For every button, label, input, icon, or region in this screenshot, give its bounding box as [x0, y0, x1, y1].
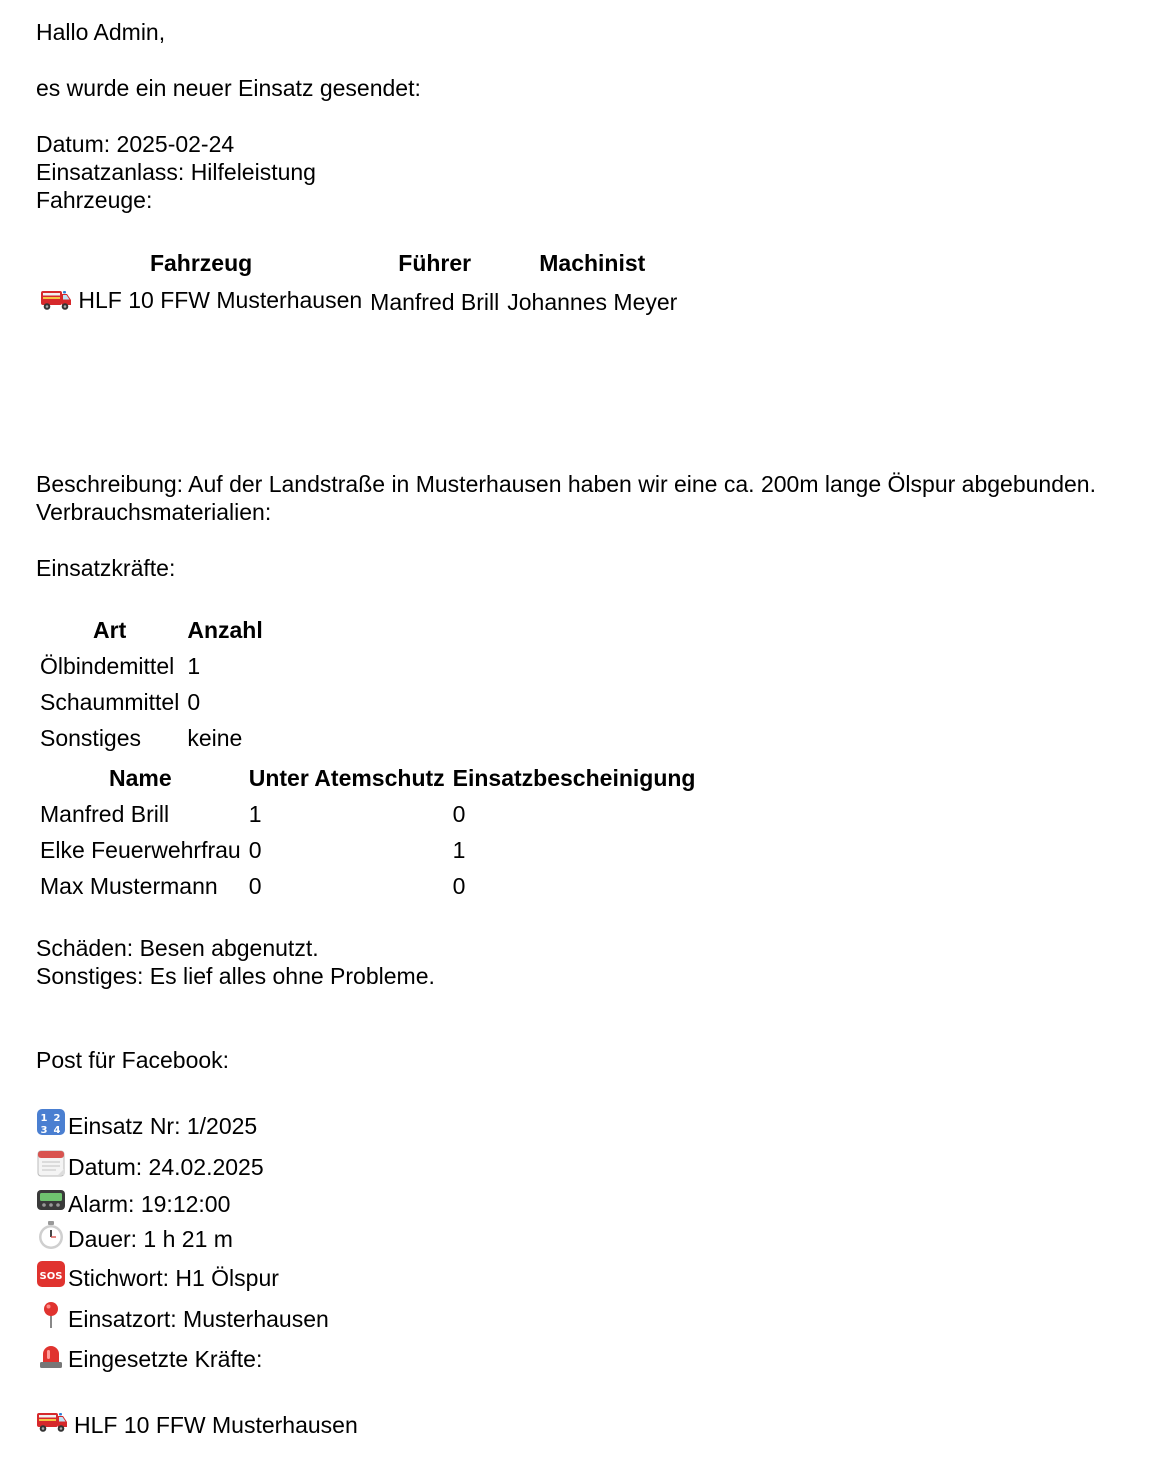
material-art: Sonstiges [40, 724, 142, 751]
vehicle-name: HLF 10 FFW Musterhausen [78, 287, 363, 314]
police-light-icon [36, 1340, 66, 1377]
personnel-header-atemschutz: Unter Atemschutz [248, 764, 445, 791]
table-row [36, 868, 699, 904]
table-row [36, 832, 699, 868]
facebook-label: Post für Facebook: [36, 1047, 230, 1073]
vehicles-table [36, 246, 681, 324]
materials-header-anzahl: Anzahl [187, 616, 263, 643]
fb-dauer [36, 1220, 233, 1257]
personnel-header-bescheinigung: Einsatzbescheinigung [452, 764, 696, 791]
fire-engine-icon [36, 1408, 68, 1441]
sonstiges-line: Sonstiges: Es lief alles ohne Probleme. [36, 963, 435, 989]
beschreibung-line: Beschreibung: Auf der Landstraße in Musterhausen haben wir eine ca. 200m lange Ölspur abgebunden. [36, 471, 1096, 497]
person-atemschutz: 0 [248, 836, 262, 863]
sos-icon [36, 1260, 66, 1295]
fire-engine-icon [40, 286, 72, 318]
material-anzahl: keine [187, 724, 243, 751]
fb-kraefte [36, 1340, 262, 1377]
table-row [36, 280, 681, 324]
fb-dauer-text: Dauer: 1 h 21 m [68, 1225, 233, 1252]
fb-einsatz-nr [36, 1108, 257, 1143]
material-art: Ölbindemittel [40, 652, 175, 679]
fb-einsatzort-text: Einsatzort: Musterhausen [68, 1305, 329, 1332]
person-bescheinigung: 1 [452, 836, 466, 863]
materials-header-art: Art [93, 616, 127, 643]
svg-text:3: 3 [40, 1125, 48, 1136]
stopwatch-icon [36, 1220, 66, 1257]
table-row [36, 720, 267, 756]
fahrzeuge-label: Fahrzeuge: [36, 187, 153, 213]
vehicles-header-machinist: Machinist [539, 249, 646, 276]
table-row [36, 648, 267, 684]
person-atemschutz: 0 [248, 872, 262, 899]
table-row [36, 684, 267, 720]
person-name: Elke Feuerwehrfrau [40, 836, 241, 863]
svg-text:2: 2 [53, 1113, 61, 1124]
vehicle-machinist: Johannes Meyer [507, 288, 678, 315]
greeting: Hallo Admin, [36, 19, 166, 45]
fb-einsatz-nr-text: Einsatz Nr: 1/2025 [68, 1112, 258, 1139]
anlass-line: Einsatzanlass: Hilfeleistung [36, 159, 316, 185]
input-numbers-icon [36, 1108, 66, 1143]
vehicle-fuehrer: Manfred Brill [370, 288, 500, 315]
fb-alarm-text: Alarm: 19:12:00 [68, 1190, 231, 1217]
person-name: Manfred Brill [40, 800, 170, 827]
person-name: Max Mustermann [40, 872, 218, 899]
round-pushpin-icon [36, 1300, 66, 1337]
fb-datum [36, 1148, 264, 1185]
verbrauch-label: Verbrauchsmaterialien: [36, 499, 272, 525]
personnel-table [36, 760, 699, 904]
vehicles-header-fahrzeug: Fahrzeug [149, 249, 253, 276]
datum-line: Datum: 2025-02-24 [36, 131, 235, 157]
intro-text: es wurde ein neuer Einsatz gesendet: [36, 75, 421, 101]
person-bescheinigung: 0 [452, 872, 466, 899]
fb-einsatzort [36, 1300, 329, 1337]
fb-vehicle [36, 1408, 358, 1441]
vehicle-cell [36, 280, 366, 324]
fb-stichwort [36, 1260, 279, 1295]
svg-text:4: 4 [53, 1125, 61, 1136]
calendar-icon [36, 1148, 66, 1185]
fb-alarm [36, 1188, 230, 1219]
fb-kraefte-text: Eingesetzte Kräfte: [68, 1345, 263, 1372]
vehicles-header-fuehrer: Führer [398, 249, 472, 276]
einsatzkraefte-label: Einsatzkräfte: [36, 555, 176, 581]
svg-text:SOS: SOS [39, 1271, 63, 1282]
material-anzahl: 1 [187, 652, 201, 679]
fb-vehicle-text: HLF 10 FFW Musterhausen [74, 1411, 358, 1438]
material-art: Schaummittel [40, 688, 180, 715]
personnel-header-name: Name [109, 764, 172, 791]
schaeden-line: Schäden: Besen abgenutzt. [36, 935, 319, 961]
fb-stichwort-text: Stichwort: H1 Ölspur [68, 1264, 279, 1291]
table-row [36, 796, 699, 832]
pager-icon [36, 1188, 66, 1219]
fb-datum-text: Datum: 24.02.2025 [68, 1153, 264, 1180]
materials-table [36, 612, 267, 756]
person-bescheinigung: 0 [452, 800, 466, 827]
material-anzahl: 0 [187, 688, 201, 715]
svg-text:1: 1 [40, 1113, 48, 1124]
person-atemschutz: 1 [248, 800, 262, 827]
